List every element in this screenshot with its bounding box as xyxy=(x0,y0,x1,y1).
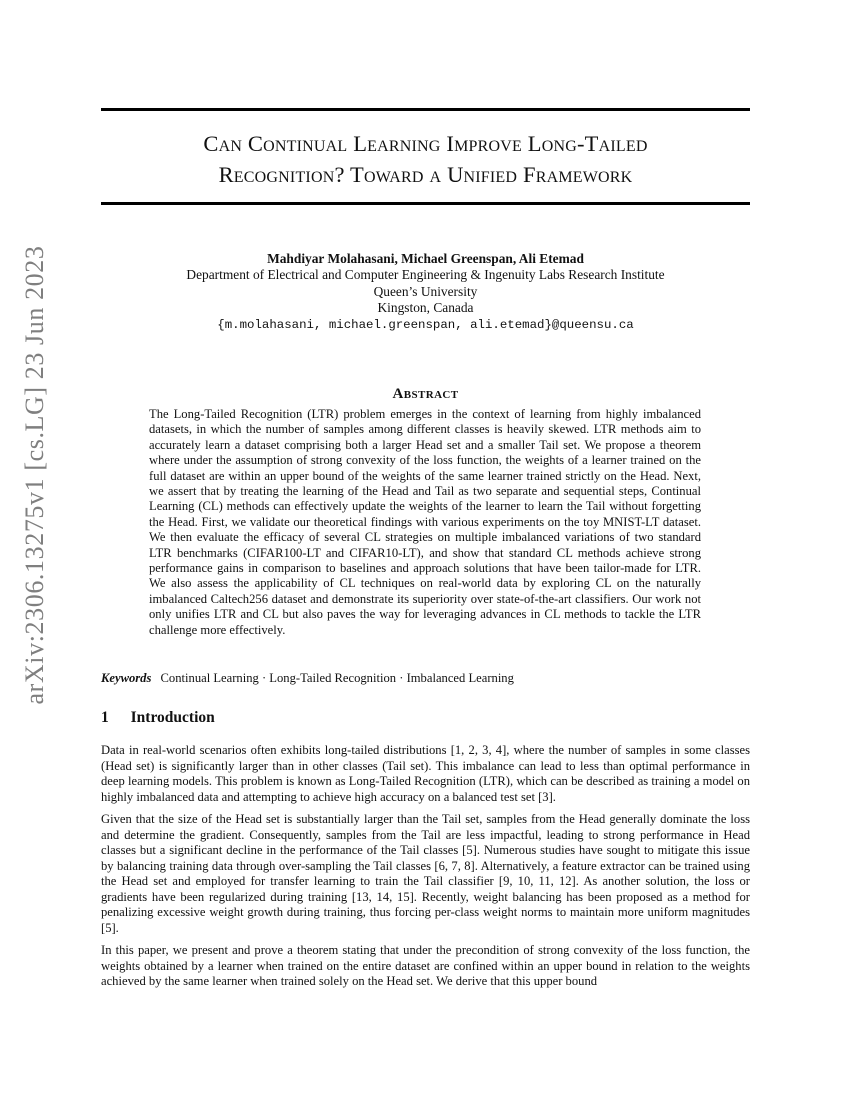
section-heading-introduction xyxy=(101,709,215,727)
body-paragraph-1: Data in real-world scenarios often exhibits long-tailed distributions [1, 2, 3, 4], where the number of samples in some classes (Head set) is significantly larger than in other classes (Tail set). This imbalance can lead to less than optimal performance in deep learning models. This problem is known as Long-Tailed Recognition (LTR), which can be described as training a model on highly imbalanced data and attempting to achieve high accuracy on a balanced test set [3]. xyxy=(101,743,750,804)
paper-title xyxy=(101,128,750,190)
paper-title-line-1: Can Continual Learning Improve Long-Tailed xyxy=(203,131,648,156)
section-number: 1 xyxy=(101,709,109,726)
arxiv-identifier-stamp xyxy=(0,0,60,1100)
body-paragraph-2: Given that the size of the Head set is substantially larger than the Tail set, samples from the Head generally dominate the loss and determine the gradient. Consequently, samples from the Tail are less impactful, leading to strong performance in Head classes but a significant decline in the performance of the Tail classes [5]. Numerous studies have sought to mitigate this issue by balancing training data through over-sampling the Tail classes [6, 7, 8]. Alternatively, a feature extractor can be trained using the Head set and employed for transfer learning to train the Tail classifier [9, 10, 11, 12]. As another solution, the loss or gradients have been regularized during training [13, 14, 15]. Recently, weight balancing has been proposed as a method for penalizing excessive weight growth during training, thus forcing per-class weight norms to maintain more uniform magnitudes [5]. xyxy=(101,812,750,935)
author-emails: {m.molahasani, michael.greenspan, ali.etemad}@queensu.ca xyxy=(217,317,634,332)
introduction-body xyxy=(101,743,750,997)
paper-title-line-2: Recognition? Toward a Unified Framework xyxy=(218,162,633,187)
arxiv-identifier-text: arXiv:2306.13275v1 [cs.LG] 23 Jun 2023 xyxy=(20,245,49,705)
title-rule-bottom xyxy=(101,202,750,205)
abstract-heading: Abstract xyxy=(392,386,459,402)
author-university: Queen’s University xyxy=(373,283,478,299)
author-block xyxy=(101,251,750,333)
keywords-line xyxy=(101,670,750,686)
author-location: Kingston, Canada xyxy=(377,300,474,316)
keywords-label: Keywords xyxy=(101,671,152,685)
section-title: Introduction xyxy=(130,709,215,726)
title-rule-top xyxy=(101,108,750,111)
keywords-text: Continual Learning · Long-Tailed Recognition · Imbalanced Learning xyxy=(160,671,514,685)
author-department: Department of Electrical and Computer Engineering & Ingenuity Labs Research Institute xyxy=(186,267,665,283)
abstract-text: The Long-Tailed Recognition (LTR) problem emerges in the context of learning from highly imbalanced datasets, in which the number of samples among different classes is heavily skewed. LTR methods aim to accurately learn a dataset comprising both a larger Head set and a smaller Tail set. We propose a theorem where under the assumption of strong convexity of the loss function, the weights of a learner trained on the full dataset are within an upper bound of the weights of the same learner trained strictly on the Head. Next, we assert that by treating the learning of the Head and Tail as two separate and sequential steps, Continual Learning (CL) methods can effectively update the weights of the learner to learn the Tail without forgetting the Head. First, we validate our theoretical findings with various experiments on the toy MNIST-LT dataset. We then evaluate the efficacy of several CL strategies on multiple imbalanced variations of two standard LTR benchmarks (CIFAR100-LT and CIFAR10-LT), and show that standard CL methods achieve strong performance gains in comparison to baselines and approach solutions that have been tailor-made for LTR. We also assess the applicability of CL techniques on real-world data by exploring CL on the naturally imbalanced Caltech256 dataset and demonstrate its superiority over state-of-the-art classifiers. Our work not only unifies LTR and CL but also paves the way for leveraging advances in CL methods to tackle the LTR challenge more effectively. xyxy=(149,407,701,637)
author-names: Mahdiyar Molahasani, Michael Greenspan, Ali Etemad xyxy=(267,251,584,266)
body-paragraph-3: In this paper, we present and prove a theorem stating that under the precondition of strong convexity of the loss function, the weights obtained by a learner when trained on the entire dataset are confined within an upper bound in relation to the weights achieved by the same learner when trained solely on the Head set. We derive that this upper bound xyxy=(101,943,750,988)
